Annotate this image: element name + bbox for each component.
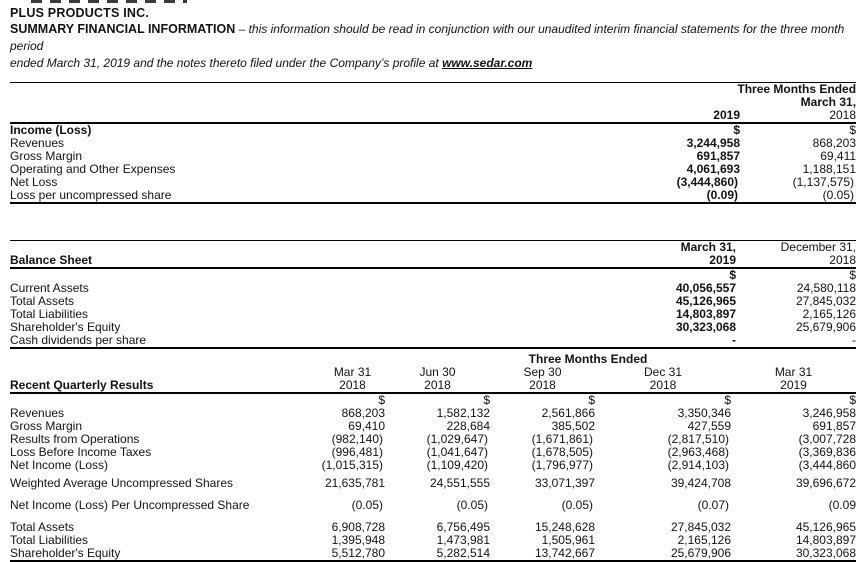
currency-symbol: $ <box>483 393 490 407</box>
row-label: Gross Margin <box>10 419 83 433</box>
column-header-line2: 2018 <box>424 378 451 392</box>
row-label: Total Liabilities <box>10 307 89 321</box>
cell-value: 5,512,780 <box>331 546 385 560</box>
row-label: Total Assets <box>10 294 75 308</box>
currency-symbol: $ <box>378 393 385 407</box>
cell-value: 27,845,032 <box>670 520 731 534</box>
cell-value: 15,248,628 <box>534 520 595 534</box>
column-header-line1: December 31, <box>780 240 856 254</box>
cell-value: (1,015,315) <box>321 458 383 472</box>
column-header-line2: 2019 <box>709 253 736 267</box>
section-row <box>10 123 856 137</box>
column-header-line2: 2018 <box>649 378 677 392</box>
column-header-line1: Jun 30 <box>419 365 456 379</box>
row-label: Loss Before Income Taxes <box>10 445 152 459</box>
cell-value: 27,845,032 <box>795 294 856 308</box>
cell-value: (2,914,103) <box>667 458 729 472</box>
row-label: Results from Operations <box>10 432 140 446</box>
cell-value: 868,203 <box>812 136 857 150</box>
table-row <box>10 547 856 561</box>
table-row <box>10 334 856 348</box>
period-header-row <box>10 83 856 97</box>
empty-cell <box>10 268 600 282</box>
cell-value: 40,056,557 <box>675 281 736 295</box>
section-label: Recent Quarterly Results <box>10 366 320 393</box>
column-header-q5 <box>731 366 856 393</box>
cell-value: 24,580,118 <box>796 281 856 295</box>
cell-value: (0.07) <box>697 498 729 512</box>
empty-cell <box>10 109 610 123</box>
cell-value: 2,165,126 <box>677 533 731 547</box>
cell-value: 69,411 <box>820 149 857 163</box>
quarterly-results-table <box>10 353 856 562</box>
cell-value: 5,282,514 <box>436 546 490 560</box>
currency-symbol: $ <box>724 393 731 407</box>
cell-value: 1,188,151 <box>802 162 857 176</box>
summary-text-line2: ended March 31, 2019 and the notes thereto filed under the Company’s profile at <box>10 56 443 70</box>
summary-text-line1: – this information should be read in conjunction with our unaudited interim financial statements for the three month period <box>10 22 845 53</box>
cell-value: (0.05) <box>456 498 488 512</box>
cell-value: (1,671,861) <box>531 432 593 446</box>
cell-value: 691,857 <box>812 419 856 433</box>
cell-value: 1,473,981 <box>436 533 490 547</box>
column-header-dec-2018 <box>736 241 856 269</box>
cell-value: 14,803,897 <box>795 533 856 547</box>
currency-symbol: $ <box>849 123 857 137</box>
column-header-q2 <box>385 366 490 393</box>
row-label: Net Income (Loss) <box>10 458 109 472</box>
table-row <box>10 189 856 203</box>
cell-value: (3,007,728 <box>798 432 856 446</box>
cell-value: 385,502 <box>551 419 595 433</box>
cell-value: 14,803,897 <box>675 307 736 321</box>
cell-value: - <box>852 333 856 347</box>
empty-cell <box>10 393 320 407</box>
period-header-line2: March 31, <box>800 95 857 109</box>
empty-cell <box>10 353 320 366</box>
column-header-line2: 2018 <box>829 253 856 267</box>
year-2018-header: 2018 <box>740 109 856 123</box>
table-row <box>10 459 856 472</box>
cell-value: (0.05) <box>561 498 593 512</box>
income-loss-table <box>10 82 856 204</box>
sedar-link[interactable]: www.sedar.com <box>442 56 533 70</box>
table-row <box>10 477 856 490</box>
cell-value: 3,350,346 <box>677 406 731 420</box>
column-header-row <box>10 366 856 393</box>
row-label: Loss per uncompressed share <box>10 188 172 202</box>
row-label: Shareholder's Equity <box>10 546 121 560</box>
cell-value: 868,203 <box>341 406 385 420</box>
cell-value: (1,678,505) <box>531 445 593 459</box>
column-header-line1: Sep 30 <box>523 365 562 379</box>
row-label: Cash dividends per share <box>10 333 147 347</box>
cell-value: 6,756,495 <box>436 520 490 534</box>
cell-value: (2,817,510) <box>667 432 729 446</box>
period-header-line1: Three Months Ended <box>737 82 857 96</box>
company-name: PLUS PRODUCTS INC. <box>10 6 150 20</box>
currency-symbol: $ <box>729 268 736 282</box>
cell-value: (1,796,977) <box>531 458 593 472</box>
section-label: Balance Sheet <box>10 241 600 269</box>
cell-value: 1,582,132 <box>436 406 490 420</box>
cell-value: 25,679,906 <box>670 546 731 560</box>
cell-value: 25,679,906 <box>795 320 856 334</box>
cell-value: - <box>732 333 736 347</box>
cell-value: 21,635,781 <box>324 476 385 490</box>
balance-sheet-table <box>10 240 856 349</box>
column-header-line2: 2019 <box>780 378 807 392</box>
cell-value: (0.05) <box>822 188 855 202</box>
cell-value: (0.09 <box>828 498 856 512</box>
section-label: Income (Loss) <box>10 123 92 137</box>
cell-value: (3,444,860 <box>798 458 856 472</box>
cell-value: 2,165,126 <box>802 307 856 321</box>
column-header-line1: March 31, <box>680 240 736 254</box>
currency-symbol: $ <box>849 268 856 282</box>
currency-symbol: $ <box>588 393 595 407</box>
column-header-line1: Dec 31 <box>643 365 683 379</box>
currency-symbol: $ <box>733 123 740 137</box>
column-header-mar-2019 <box>600 241 736 269</box>
cell-value: 4,061,693 <box>686 162 740 176</box>
row-label: Revenues <box>10 406 65 420</box>
summary-title: SUMMARY FINANCIAL INFORMATION <box>10 22 236 36</box>
column-header-line1: Mar 31 <box>774 365 813 379</box>
currency-row <box>10 393 856 407</box>
row-label: Net Loss <box>10 175 58 189</box>
cell-value: (996,481) <box>331 445 383 459</box>
cell-value: 13,742,667 <box>534 546 595 560</box>
cell-value: (1,109,420) <box>426 458 488 472</box>
row-label: Revenues <box>10 136 65 150</box>
currency-row <box>10 268 856 282</box>
cell-value: 1,395,948 <box>331 533 385 547</box>
cropped-text-artifact <box>31 0 187 3</box>
column-header-line1: Mar 31 <box>333 365 372 379</box>
cell-value: (0.09) <box>706 188 738 202</box>
cell-value: 228,684 <box>446 419 490 433</box>
cell-value: 24,551,555 <box>429 476 490 490</box>
column-header-line2: 2018 <box>529 378 556 392</box>
column-header-q3 <box>490 366 595 393</box>
row-label: Shareholder's Equity <box>10 320 121 334</box>
cell-value: (1,029,647) <box>426 432 488 446</box>
period-header: Three Months Ended <box>528 352 648 366</box>
table-row <box>10 499 856 512</box>
cell-value: 2,561,866 <box>541 406 595 420</box>
cell-value: 691,857 <box>696 149 740 163</box>
row-label: Current Assets <box>10 281 89 295</box>
summary-paragraph <box>10 21 856 72</box>
cell-value: (1,041,647) <box>426 445 488 459</box>
cell-value: 39,696,672 <box>795 476 856 490</box>
cell-value: 6,908,728 <box>331 520 385 534</box>
column-header-q1 <box>320 366 385 393</box>
cell-value: (982,140) <box>331 432 383 446</box>
row-label: Gross Margin <box>10 149 83 163</box>
currency-symbol: $ <box>849 393 856 407</box>
row-label: Operating and Other Expenses <box>10 162 176 176</box>
cell-value: 30,323,068 <box>675 320 736 334</box>
cell-value: 3,246,958 <box>802 406 856 420</box>
cell-value: 45,126,965 <box>675 294 736 308</box>
cell-value: (1,137,575) <box>792 175 855 189</box>
column-header-q4 <box>595 366 731 393</box>
cell-value: 33,071,397 <box>534 476 595 490</box>
cell-value: 3,244,958 <box>686 136 740 150</box>
cell-value: 1,505,961 <box>541 533 595 547</box>
row-label: Weighted Average Uncompressed Shares <box>10 476 234 490</box>
cell-value: (3,369,836 <box>798 445 856 459</box>
cell-value: (3,444,860) <box>676 175 738 189</box>
cell-value: 45,126,965 <box>795 520 856 534</box>
cell-value: (0.05) <box>351 498 383 512</box>
column-header-row <box>10 241 856 269</box>
row-label: Net Income (Loss) Per Uncompressed Share <box>10 498 250 512</box>
cell-value: 30,323,068 <box>795 546 856 560</box>
cell-value: 427,559 <box>687 419 731 433</box>
cell-value: 39,424,708 <box>670 476 731 490</box>
year-header-row <box>10 109 856 123</box>
column-header-line2: 2018 <box>339 378 366 392</box>
cell-value: (2,963,468) <box>667 445 729 459</box>
cell-value: 69,410 <box>348 419 385 433</box>
row-label: Total Liabilities <box>10 533 89 547</box>
year-2019-header: 2019 <box>610 109 740 123</box>
row-label: Total Assets <box>10 520 75 534</box>
